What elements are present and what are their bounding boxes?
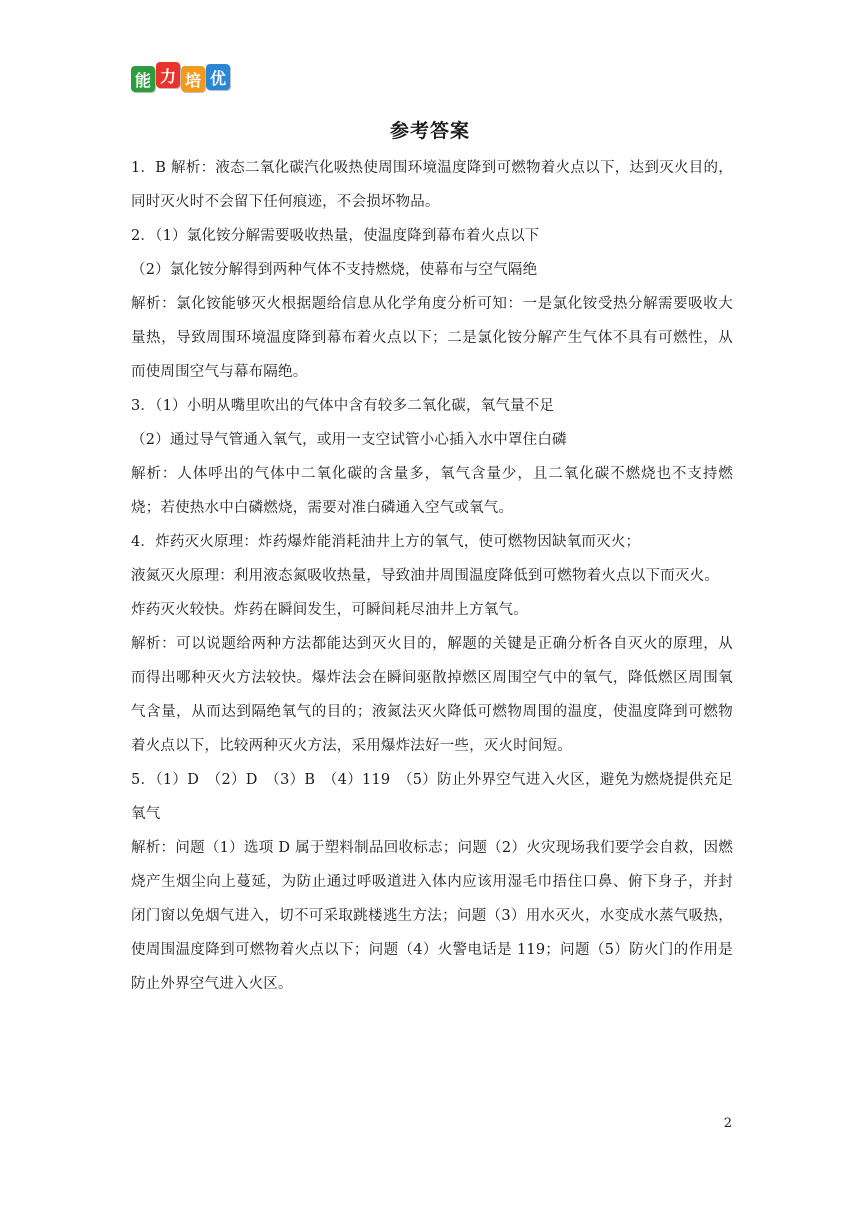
brand-logo (131, 62, 231, 94)
answer-paragraph: 炸药灭火较快。炸药在瞬间发生，可瞬间耗尽油井上方氧气。 (131, 602, 528, 618)
answer-paragraph: 解析：可以说题给两种方法都能达到灭火目的，解题的关键是正确分析各自灭火的原理，从而得出哪种灭火方法较快。爆炸法会在瞬间驱散掉燃区周围空气中的氧气，降低燃区周围氧气含量，从而达到隔绝氧气的目的；液氮法灭火降低可燃物周围的温度，使温度降到可燃物着火点以下，比较两种灭火方法，采用爆炸法好一些，灭火时间短。 (131, 636, 733, 754)
answer-paragraph: 1．B 解析：液态二氧化碳汽化吸热使周围环境温度降到可燃物着火点以下，达到灭火目的，同时灭火时不会留下任何痕迹，不会损坏物品。 (131, 160, 733, 210)
answer-body (131, 151, 733, 1001)
answer-paragraph: 5．（1）D （2）D （3）B （4）119 （5）防止外界空气进入火区，避免为燃烧提供充足氧气 (131, 772, 733, 822)
answer-paragraph: 液氮灭火原理：利用液态氮吸收热量，导致油井周围温度降低到可燃物着火点以下而灭火。 (131, 568, 719, 584)
logo-tile: 优 (206, 64, 230, 90)
answer-paragraph: （2）氯化铵分解得到两种气体不支持燃烧，使幕布与空气隔绝 (131, 262, 538, 278)
answer-paragraph: 4．炸药灭火原理：炸药爆炸能消耗油井上方的氧气，使可燃物因缺氧而灭火； (131, 534, 641, 550)
answer-paragraph: 3．（1）小明从嘴里吹出的气体中含有较多二氧化碳，氧气量不足 (131, 398, 555, 414)
answer-paragraph: 解析：人体呼出的气体中二氧化碳的含量多，氧气含量少，且二氧化碳不燃烧也不支持燃烧；若使热水中白磷燃烧，需要对准白磷通入空气或氧气。 (131, 466, 733, 516)
answer-paragraph: 解析：问题（1）选项 D 属于塑料制品回收标志；问题（2）火灾现场我们要学会自救，因燃烧产生烟尘向上蔓延，为防止通过呼吸道进入体内应该用湿毛巾捂住口鼻、俯下身子，并封闭门窗以免烟气进入，切不可采取跳楼逃生方法；问题（3）用水灭火，水变成水蒸气吸热，使周围温度降到可燃物着火点以下；问题（4）火警电话是 119；问题（5）防火门的作用是防止外界空气进入火区。 (131, 840, 733, 992)
page-number: 2 (723, 1116, 732, 1131)
logo-tile: 能 (131, 66, 155, 92)
logo-tile: 培 (181, 66, 205, 92)
answer-paragraph: 2．（1）氯化铵分解需要吸收热量，使温度降到幕布着火点以下 (131, 228, 540, 244)
logo-tile: 力 (156, 62, 180, 88)
answer-paragraph: 解析：氯化铵能够灭火根据题给信息从化学角度分析可知：一是氯化铵受热分解需要吸收大量热，导致周围环境温度降到幕布着火点以下；二是氯化铵分解产生气体不具有可燃性，从而使周围空气与幕布隔绝。 (131, 296, 733, 380)
answer-paragraph: （2）通过导气管通入氧气，或用一支空试管小心插入水中罩住白磷 (131, 432, 567, 448)
page-title: 参考答案 (389, 120, 470, 142)
